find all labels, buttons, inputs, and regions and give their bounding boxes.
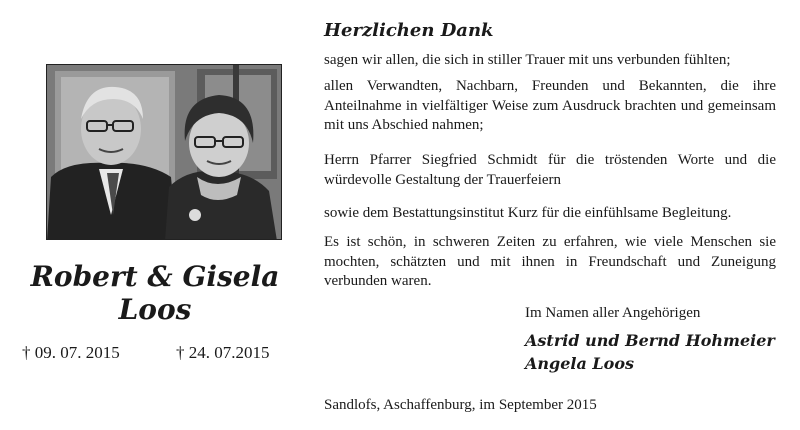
thanks-para-2-line-3: mit uns Abschied nahmen; (324, 117, 484, 133)
death-date-robert: † 09. 07. 2015 (22, 343, 120, 362)
death-date-gisela: † 24. 07.2015 (176, 343, 270, 362)
signature-name-2: Angela Loos (525, 354, 635, 373)
signature-intro: Im Namen aller Angehörigen (525, 305, 701, 321)
thanks-line-1: sagen wir allen, die sich in stiller Trauer mit uns verbunden fühlten; (324, 52, 731, 68)
thanks-para-2-line-2: Anteilnahme in vielfältiger Weise zum Ausdruck brachten und gemeinsam (324, 97, 776, 114)
thanks-para-5-line-2: mochten, schätzten und mit ihnen in Freundschaft und Zuneigung (324, 253, 776, 270)
memorial-photo (46, 64, 282, 240)
signature-name-1: Astrid und Bernd Hohmeier (525, 331, 775, 350)
deceased-first-names: Robert & Gisela (30, 260, 280, 293)
thanks-line-4: sowie dem Bestattungsinstitut Kurz für die einfühlsame Begleitung. (324, 205, 732, 221)
place-and-date: Sandlofs, Aschaffenburg, im September 2015 (324, 397, 597, 413)
thanks-para-3-line-2: würdevolle Gestaltung der Trauerfeiern (324, 171, 562, 188)
thanks-heading: Herzlichen Dank (324, 20, 494, 41)
thanks-para-3-line-1: Herrn Pfarrer Siegfried Schmidt für die tröstenden Worte und die (324, 152, 776, 168)
deceased-last-name: Loos (118, 293, 192, 326)
couple-photo-image (47, 65, 282, 240)
thanks-para-2-line-1: allen Verwandten, Nachbarn, Freunden und Bekannten, die ihre (324, 78, 776, 94)
thanks-para-5-line-1: Es ist schön, in schweren Zeiten zu erfahren, wie viele Menschen sie (324, 234, 776, 250)
thanks-para-5-line-3: verbunden waren. (324, 273, 432, 289)
